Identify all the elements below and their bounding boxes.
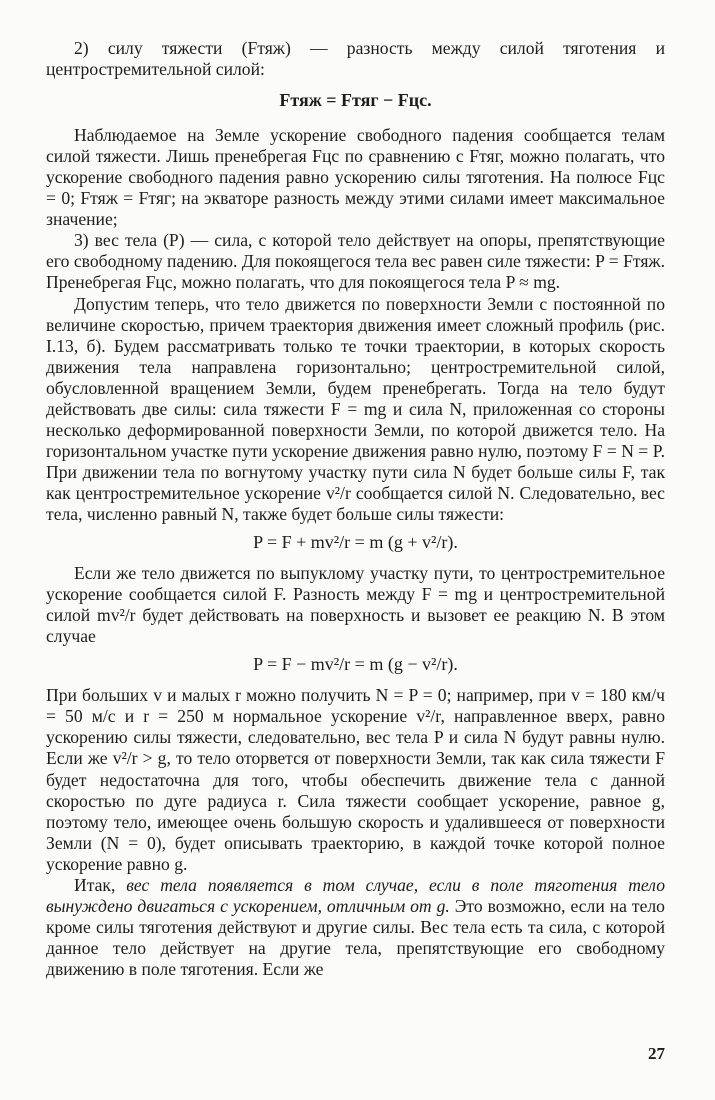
conclusion-italic: вес тела появляется в том случае, если в поле тяготения тело вынуждено двигаться с ускорением, отличным от g. xyxy=(46,874,665,916)
formula-convex: P = F − mv²/r = m (g − v²/r). xyxy=(253,654,458,675)
paragraph-convex: Если же тело движется по выпуклому участку пути, то центростремительное ускорение сообщается силой F. Разность между F = mg и центростремительной силой mv²/r будет действовать на поверхность и вызовет ее реакцию N. В этом случае xyxy=(46,563,665,647)
conclusion-lead: Итак, xyxy=(74,874,127,895)
formula-gravity: Fтяж = Fтяг − Fцс. xyxy=(279,90,432,111)
paragraph-weight-definition: 3) вес тела (P) — сила, с которой тело действует на опоры, препятствующие его свободному падению. Для покоящегося тела вес равен силе тяжести: P = Fтяж. Пренебрегая Fцс, можно полагать, что для покоящегося тела P ≈ mg. xyxy=(46,230,665,293)
paragraph-free-fall: Наблюдаемое на Земле ускорение свободного падения сообщается телам силой тяжести. Лишь пренебрегая Fцс по сравнению с Fтяг, можно полагать, что ускорение свободного падения равно ускорению силы тяготения. На полюсе Fцс = 0; Fтяж = Fтяг; на экваторе разность между этими силами имеет максимальное значение; xyxy=(46,125,665,230)
paragraph-conclusion xyxy=(46,875,665,980)
paragraph-gravity-force: 2) силу тяжести (Fтяж) — разность между силой тяготения и центростремительной силой: xyxy=(46,38,665,80)
formula-concave: P = F + mv²/r = m (g + v²/r). xyxy=(253,532,458,553)
conclusion-rest: Это возможно, если на тело кроме силы тяготения действуют и другие силы. Вес тела есть та сила, с которой данное тело действует на другие тела, препятствующие его свободному движению в поле тяготения. Если же xyxy=(46,895,665,979)
paragraph-weightless: При больших v и малых r можно получить N = P = 0; например, при v = 180 км/ч = 50 м/с и r = 250 м нормальное ускорение v²/r, направленное вверх, равно ускорению силы тяжести, следовательно, вес тела P и сила N будут равны нулю. Если же v²/r > g, то тело оторвется от поверхности Земли, так как сила тяжести F будет недостаточна для того, чтобы обеспечить движение тела с данной скоростью по дуге радиуса r. Сила тяжести сообщает ускорение, равное g, поэтому тело, имеющее очень большую скорость и удалившееся от поверхности Земли (N = 0), будет описывать траекторию, в каждой точке которой полное ускорение равно g. xyxy=(46,685,665,874)
page-number: 27 xyxy=(648,1044,665,1063)
paragraph-motion-on-surface: Допустим теперь, что тело движется по поверхности Земли с постоянной по величине скоростью, причем траектория движения имеет сложный профиль (рис. I.13, б). Будем рассматривать только те точки траектории, в которых скорость движения тела направлена горизонтально; центростремительной силой, обусловленной вращением Земли, будем пренебрегать. Тогда на тело будут действовать две силы: сила тяжести F = mg и сила N, приложенная со стороны несколько деформированной поверхности Земли, по которой движется тело. На горизонтальном участке пути ускорение движения равно нулю, поэтому F = N = P. При движении тела по вогнутому участку пути сила N будет больше силы F, так как центростремительное ускорение v²/r сообщается силой N. Следовательно, вес тела, численно равный N, также будет больше силы тяжести: xyxy=(46,293,665,524)
